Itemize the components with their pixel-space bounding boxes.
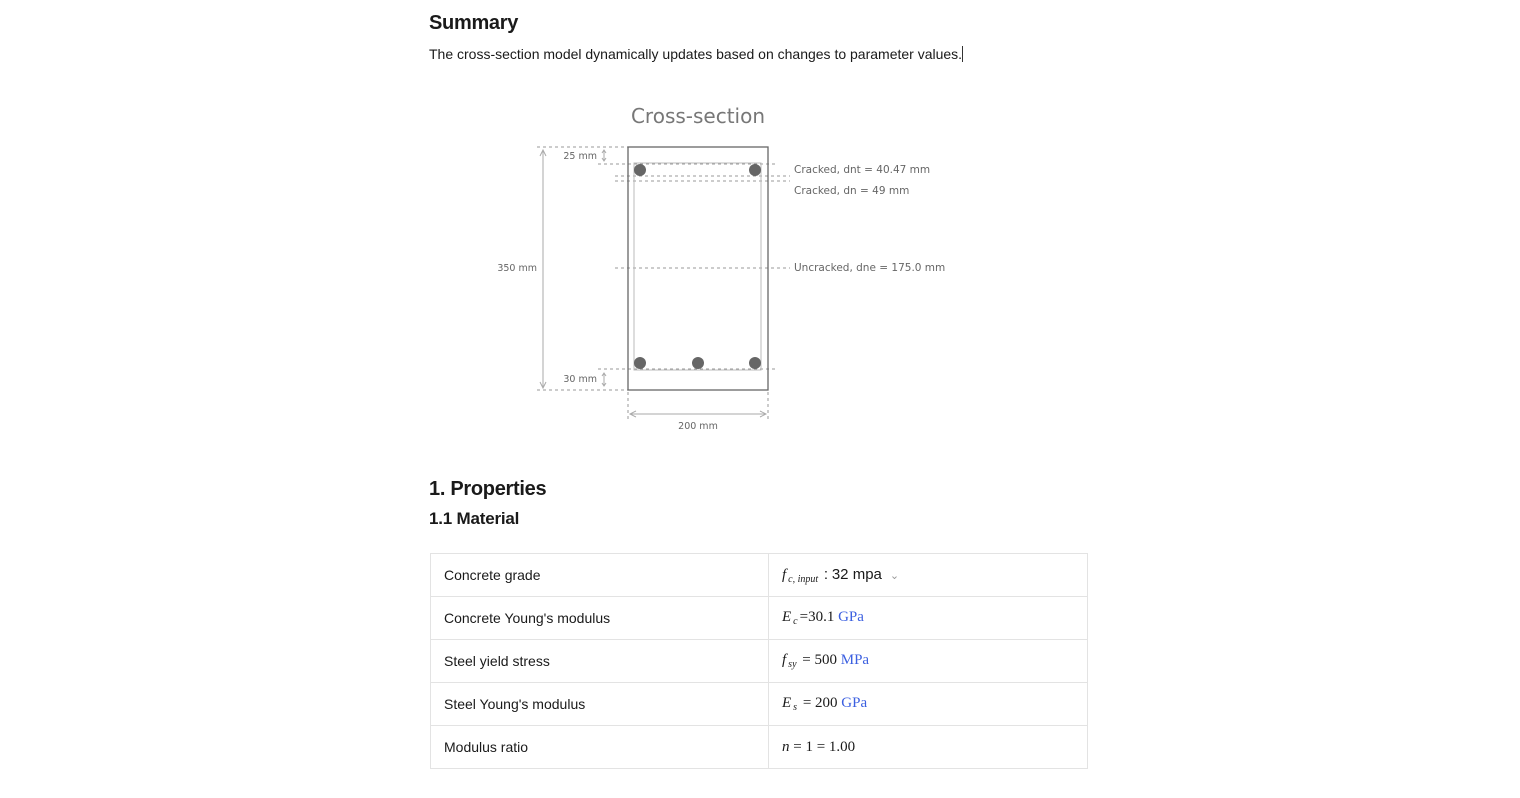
bottom-rebar bbox=[749, 357, 761, 369]
symbol: E bbox=[782, 609, 792, 625]
concrete-grade-select[interactable] bbox=[769, 554, 1088, 597]
table-row bbox=[431, 640, 1088, 683]
width-label: 200 mm bbox=[678, 421, 718, 432]
material-table bbox=[430, 553, 1088, 769]
rebars bbox=[634, 164, 761, 369]
symbol: f bbox=[782, 566, 787, 583]
subscript: s bbox=[793, 702, 798, 713]
uncracked-label: Uncracked, dne = 175.0 mm bbox=[794, 262, 946, 274]
separator: : bbox=[823, 565, 829, 583]
summary-text-content: The cross-section model dynamically updates based on changes to parameter values. bbox=[429, 46, 963, 62]
bottom-rebar bbox=[634, 357, 646, 369]
chevron-down-icon[interactable]: ⌄ bbox=[889, 569, 900, 582]
cracked-dnt-label: Cracked, dnt = 40.47 mm bbox=[794, 164, 931, 176]
equals: = bbox=[802, 652, 811, 668]
equals: = 1 = bbox=[793, 738, 826, 755]
table-row bbox=[431, 554, 1088, 597]
value: 30.1 bbox=[808, 609, 835, 625]
table-row bbox=[431, 726, 1088, 769]
row-label: Steel Young's modulus bbox=[431, 683, 769, 726]
unit: GPa bbox=[841, 695, 868, 711]
symbol: E bbox=[782, 695, 792, 711]
row-label: Concrete Young's modulus bbox=[431, 597, 769, 640]
value: 1.00 bbox=[828, 738, 856, 755]
row-label: Concrete grade bbox=[431, 554, 769, 597]
top-rebar bbox=[749, 164, 761, 176]
row-label: Steel yield stress bbox=[431, 640, 769, 683]
table-row bbox=[431, 597, 1088, 640]
value: 500 bbox=[814, 652, 837, 668]
symbol: n bbox=[782, 738, 790, 755]
material-subheading: 1.1 Material bbox=[429, 509, 520, 528]
symbol: f bbox=[782, 652, 787, 668]
row-value bbox=[769, 726, 1088, 769]
table-row bbox=[431, 683, 1088, 726]
subscript: sy bbox=[788, 659, 797, 670]
row-value bbox=[769, 640, 1088, 683]
selected-value: 32 mpa bbox=[831, 565, 882, 583]
top-rebar bbox=[634, 164, 646, 176]
value: 200 bbox=[815, 695, 838, 711]
bottom-rebar bbox=[692, 357, 704, 369]
subscript: c, input bbox=[788, 573, 819, 585]
unit: GPa bbox=[838, 609, 864, 625]
row-value bbox=[769, 683, 1088, 726]
cracked-dn-label: Cracked, dn = 49 mm bbox=[794, 185, 910, 197]
bottom-cover-label: 30 mm bbox=[563, 374, 597, 385]
row-label: Modulus ratio bbox=[431, 726, 769, 769]
properties-heading: 1. Properties bbox=[429, 478, 547, 500]
equals: = bbox=[799, 609, 809, 625]
equals: = bbox=[802, 695, 812, 711]
unit: MPa bbox=[840, 652, 870, 668]
height-label: 350 mm bbox=[497, 263, 537, 274]
subscript: c bbox=[793, 616, 798, 627]
top-cover-label: 25 mm bbox=[563, 151, 597, 162]
diagram-title: Cross-section bbox=[630, 104, 766, 128]
summary-heading: Summary bbox=[429, 12, 519, 34]
stirrup bbox=[634, 163, 761, 370]
row-value bbox=[769, 597, 1088, 640]
